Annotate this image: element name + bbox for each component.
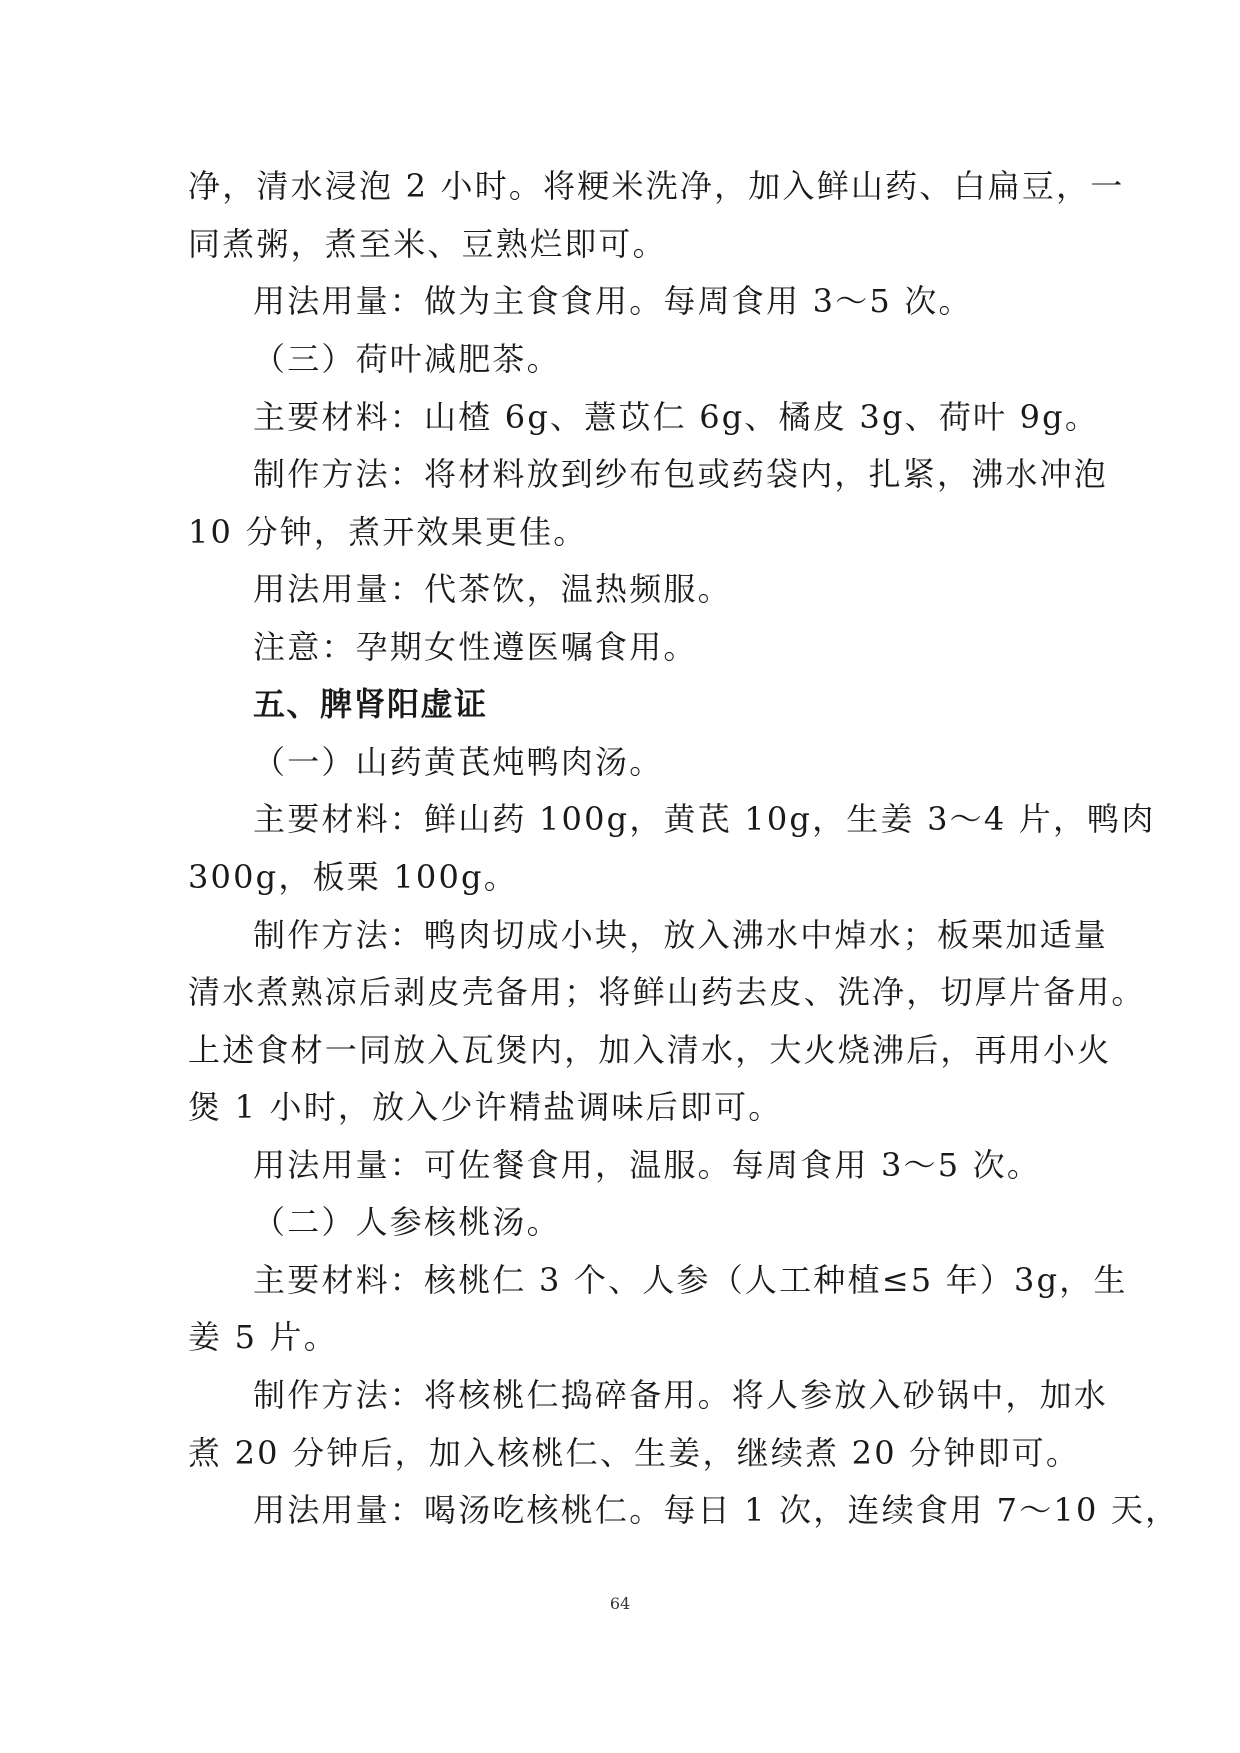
text-line: 制作方法：将材料放到纱布包或药袋内，扎紧，沸水冲泡 [253,455,1109,493]
text-line: 净，清水浸泡 2 小时。将粳米洗净，加入鲜山药、白扁豆，一 [188,167,1125,205]
text-line: 10 分钟，煮开效果更佳。 [188,513,588,551]
text-line: 主要材料：山楂 6g、薏苡仁 6g、橘皮 3g、荷叶 9g。 [253,398,1100,436]
page-number: 64 [609,1594,631,1613]
text-line: 用法用量：喝汤吃核桃仁。每日 1 次，连续食用 7～10 天， [253,1491,1180,1529]
text-line: 姜 5 片。 [188,1318,338,1356]
section-subtitle: （二）人参核桃汤。 [253,1203,561,1241]
text-line: 煲 1 小时，放入少许精盐调味后即可。 [188,1088,783,1126]
text-line: 主要材料：鲜山药 100g，黄芪 10g，生姜 3～4 片，鸭肉 [253,800,1156,838]
text-line: 制作方法：鸭肉切成小块，放入沸水中焯水；板栗加适量 [253,916,1109,954]
section-subtitle: （一）山药黄芪炖鸭肉汤。 [253,743,664,781]
section-subtitle: （三）荷叶减肥茶。 [253,340,561,378]
text-line: 用法用量：做为主食食用。每周食用 3～5 次。 [253,282,973,320]
text-line: 制作方法：将核桃仁捣碎备用。将人参放入砂锅中，加水 [253,1376,1109,1414]
text-line: 注意：孕期女性遵医嘱食用。 [253,628,698,666]
text-line: 清水煮熟凉后剥皮壳备用；将鲜山药去皮、洗净，切厚片备用。 [188,973,1146,1011]
text-line: 同煮粥，煮至米、豆熟烂即可。 [188,225,667,263]
text-line: 300g，板栗 100g。 [188,858,518,896]
text-line: 用法用量：代茶饮，温热频服。 [253,570,732,608]
text-line: 用法用量：可佐餐食用，温服。每周食用 3～5 次。 [253,1146,1042,1184]
text-line: 上述食材一同放入瓦煲内，加入清水，大火烧沸后，再用小火 [188,1031,1112,1069]
text-line: 主要材料：核桃仁 3 个、人参（人工种植≤5 年）3g，生 [253,1261,1128,1299]
text-line: 煮 20 分钟后，加入核桃仁、生姜，继续煮 20 分钟即可。 [188,1434,1081,1472]
section-heading: 五、脾肾阳虚证 [253,685,488,723]
